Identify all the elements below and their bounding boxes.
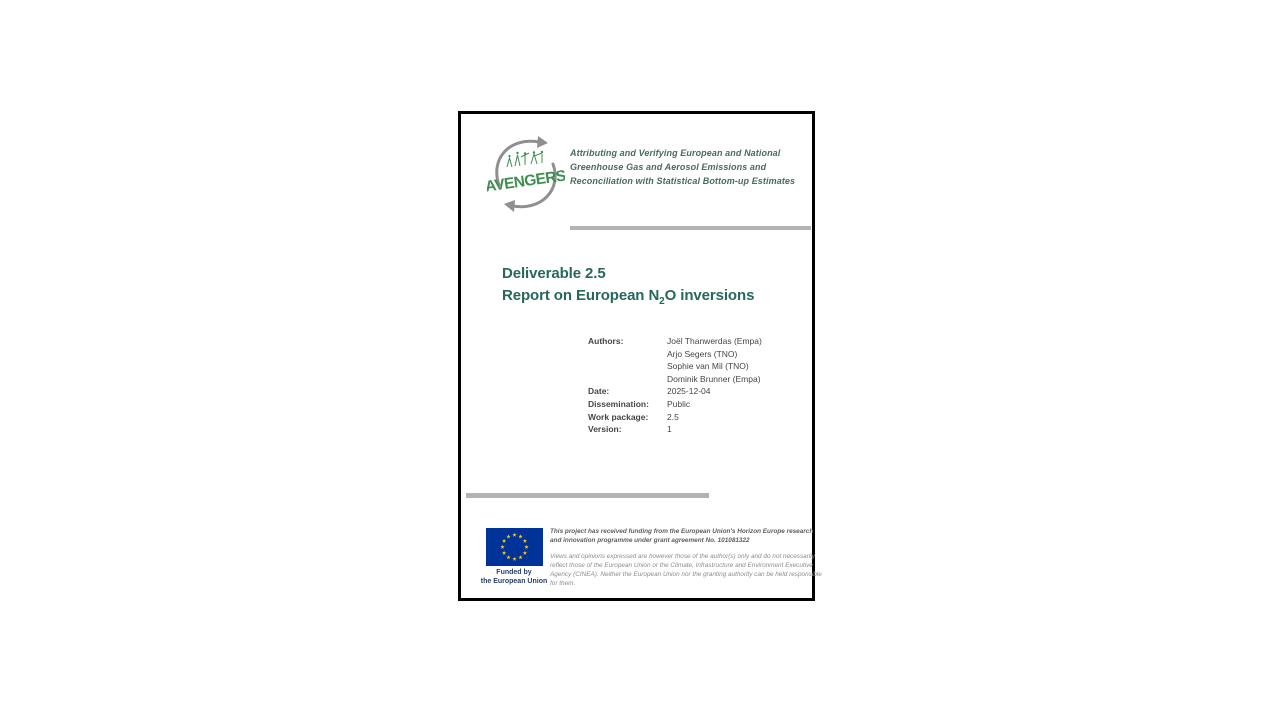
bottom-divider	[466, 493, 709, 498]
avengers-logo	[487, 131, 565, 217]
deliverable-number: Deliverable 2.5	[502, 265, 606, 282]
report-title-post: O inversions	[664, 287, 755, 304]
eu-flag-icon	[486, 528, 543, 566]
metadata-row-work-package	[588, 411, 762, 424]
title-block	[502, 263, 754, 313]
metadata-label: Date:	[588, 386, 610, 397]
funding-text-block	[550, 528, 822, 588]
eu-flag-caption	[474, 569, 554, 586]
metadata-value: 2.5	[667, 411, 679, 422]
metadata-label: Work package:	[588, 411, 649, 422]
metadata-row-authors	[588, 348, 762, 361]
project-subtitle-line: Greenhouse Gas and Aerosol Emissions and	[570, 162, 767, 172]
metadata-value: 2025-12-04	[667, 386, 711, 397]
metadata-row-version	[588, 423, 762, 436]
eu-flag-caption-line: Funded by	[496, 569, 532, 576]
swoosh-arrowhead-top	[537, 136, 548, 148]
metadata-value: Joël Thanwerdas (Empa)	[667, 336, 762, 346]
metadata-row-date	[588, 385, 762, 398]
metadata-label	[588, 360, 667, 373]
metadata-value: 1	[667, 424, 672, 435]
metadata-label: Authors:	[588, 336, 624, 346]
project-subtitle-line: Attributing and Verifying European and National	[570, 148, 781, 158]
metadata-label: Version:	[588, 424, 622, 435]
metadata-label: Dissemination:	[588, 398, 649, 409]
metadata-table	[588, 335, 762, 436]
logo-doodle-dots	[508, 151, 543, 157]
report-title	[502, 285, 754, 313]
metadata-row-authors	[588, 360, 762, 373]
funding-disclaimer: Views and opinions expressed are however those of the author(s) only and do not necessarily reflect those of the European Union or the Climate, Infrastructure and Environment Executive Agency (CINEA). Neither the European Union nor the granting authority can be held responsible for them.	[550, 552, 822, 588]
logo-doodles	[507, 153, 542, 167]
metadata-label	[588, 348, 667, 361]
metadata-label	[588, 373, 667, 386]
metadata-value: Public	[667, 398, 691, 409]
metadata-value: Arjo Segers (TNO)	[667, 348, 738, 359]
funding-statement: This project has received funding from the European Union's Horizon Europe research and innovation programme under grant agreement No. 101081322	[550, 528, 814, 544]
project-subtitle	[570, 146, 812, 188]
top-divider	[570, 226, 811, 230]
eu-flag-caption-line: the European Union	[480, 577, 548, 585]
document-cover-page	[458, 111, 822, 601]
avengers-logo-text: AVENGERS	[487, 167, 565, 196]
report-title-pre: Report on European N	[502, 287, 660, 304]
project-subtitle-line: Reconciliation with Statistical Bottom-up Estimates	[570, 176, 796, 186]
metadata-row-authors	[588, 373, 762, 386]
report-title-subscript: 2	[659, 296, 665, 307]
metadata-row-authors	[588, 335, 762, 348]
eu-funding-emblem	[474, 528, 554, 586]
swoosh-arrowhead-bottom	[504, 200, 515, 212]
metadata-value: Sophie van Mil (TNO)	[667, 361, 749, 372]
metadata-value: Dominik Brunner (Empa)	[667, 373, 761, 384]
avengers-logo-graphic	[487, 131, 565, 217]
metadata-row-dissemination	[588, 398, 762, 411]
